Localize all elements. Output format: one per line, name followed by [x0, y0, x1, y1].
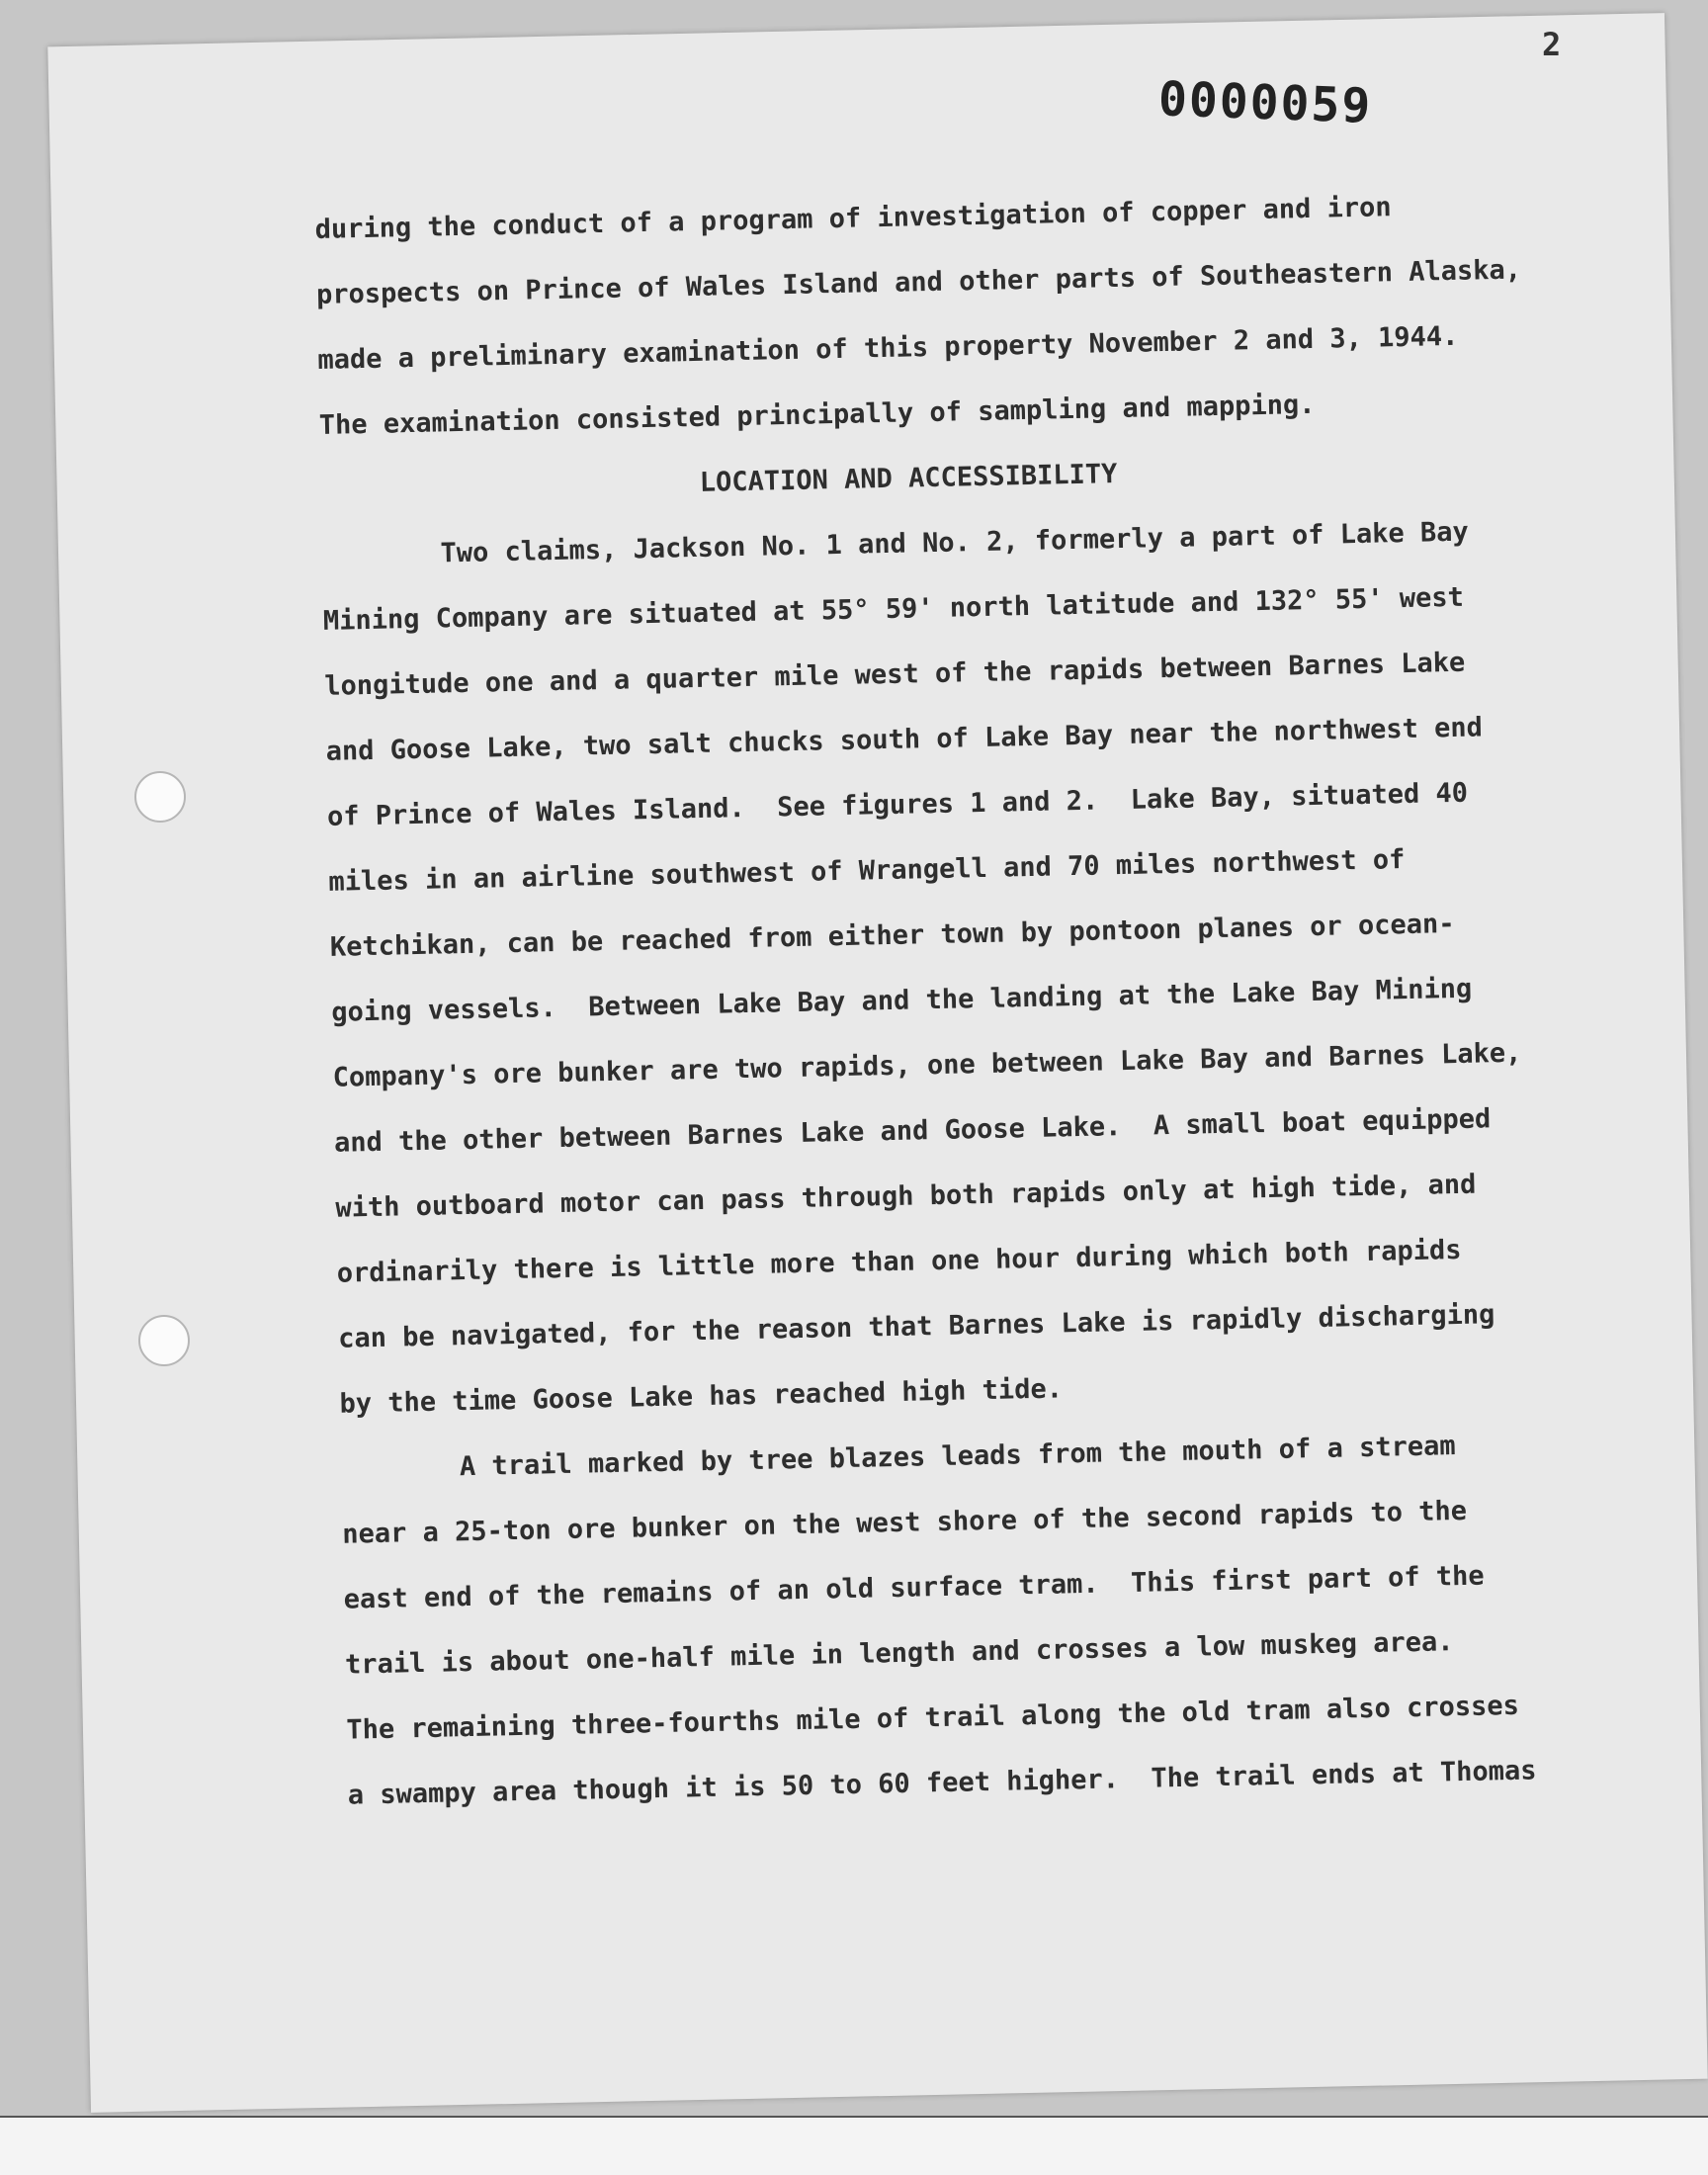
text-line: miles in an airline southwest of Wrangell and 70 miles northwest of: [328, 844, 1406, 898]
text-line: and the other between Barnes Lake and Goose Lake. A small boat equipped: [333, 1103, 1492, 1159]
page-number: 2: [1542, 26, 1562, 63]
text-line: A trail marked by tree blazes leads from the mouth of a stream: [459, 1431, 1456, 1483]
text-line: prospects on Prince of Wales Island and other parts of Southeastern Alaska,: [315, 254, 1522, 310]
text-line: and Goose Lake, two salt chucks south of Lake Bay near the northwest end: [325, 712, 1484, 767]
punch-hole-top: [134, 771, 186, 823]
text-line: Company's ore bunker are two rapids, one between Lake Bay and Barnes Lake,: [332, 1037, 1522, 1093]
text-line: made a preliminary examination of this property November 2 and 3, 1944.: [317, 320, 1459, 376]
document-body: [314, 172, 1583, 1829]
text-line: by the time Goose Lake has reached high tide.: [339, 1373, 1064, 1420]
text-line: east end of the remains of an old surface tram. This first part of the: [343, 1560, 1485, 1615]
document-stamp: 0000059: [1157, 71, 1374, 134]
text-line: Ketchikan, can be reached from either town by pontoon planes or ocean-: [329, 909, 1455, 963]
text-line: of Prince of Wales Island. See figures 1 and 2. Lake Bay, situated 40: [326, 777, 1469, 832]
punch-hole-bottom: [138, 1315, 190, 1366]
text-line: Two claims, Jackson No. 1 and No. 2, formerly a part of Lake Bay: [440, 516, 1470, 569]
text-line: near a 25-ton ore bunker on the west shore of the second rapids to the: [342, 1495, 1468, 1550]
text-line: during the conduct of a program of investigation of copper and iron: [314, 192, 1392, 245]
text-line: The remaining three-fourths mile of trail along the old tram also crosses: [346, 1690, 1520, 1746]
text-line: going vessels. Between Lake Bay and the landing at the Lake Bay Mining: [330, 973, 1473, 1028]
text-line: The examination consisted principally of sampling and mapping.: [318, 389, 1316, 441]
text-line: a swampy area though it is 50 to 60 feet higher. The trail ends at Thomas: [347, 1755, 1537, 1811]
section-heading: LOCATION AND ACCESSIBILITY: [699, 459, 1118, 498]
text-line: trail is about one-half mile in length and crosses a low muskeg area.: [344, 1626, 1454, 1681]
text-line: longitude one and a quarter mile west of the rapids between Barnes Lake: [324, 647, 1466, 702]
text-line: with outboard motor can pass through both rapids only at high tide, and: [335, 1169, 1477, 1224]
text-line: Mining Company are situated at 55° 59' north latitude and 132° 55' west: [322, 581, 1465, 637]
text-line: can be navigated, for the reason that Barnes Lake is rapidly discharging: [337, 1299, 1495, 1354]
text-line: ordinarily there is little more than one hour during which both rapids: [336, 1234, 1462, 1289]
scanner-bottom-strip: [0, 2116, 1708, 2175]
